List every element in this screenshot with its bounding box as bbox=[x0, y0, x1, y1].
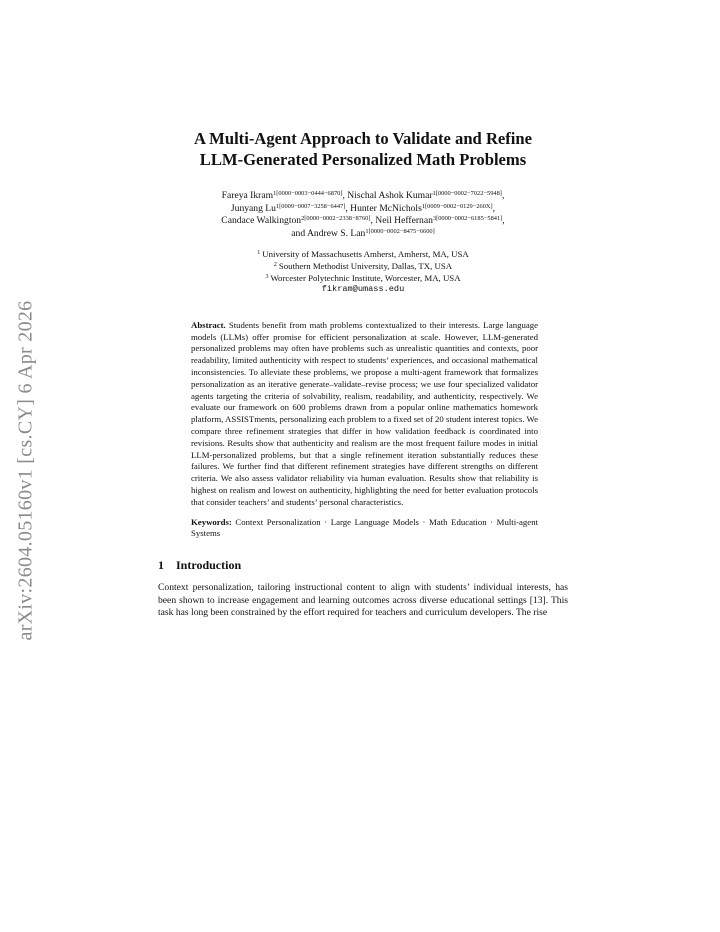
author: Hunter McNichols$^{1[0009-0002-0129-260X]}$, bbox=[350, 202, 496, 214]
contact-email[interactable]: fikram@umass.edu bbox=[321, 284, 405, 295]
paper-page bbox=[158, 128, 568, 629]
affiliation-list bbox=[158, 249, 568, 295]
title-line-2: LLM-Generated Personalized Math Problems bbox=[199, 150, 527, 169]
author: and Andrew S. Lan$^{1[0000-0002-8475-6600]}$ bbox=[291, 227, 435, 239]
author-list bbox=[158, 190, 568, 240]
intro-paragraph: Context personalization, tailoring instructional content to align with students’ individual interests, has been shown to increase engagement and learning outcomes across diverse educational settings [13]. This task has long been constrained by the effort required for teachers and curriculum developers. The rise bbox=[158, 582, 568, 618]
abstract bbox=[191, 320, 538, 509]
author: Nischal Ashok Kumar$^{1[0000-0002-7022-5948]}$, bbox=[347, 190, 505, 201]
author: Junyang $Lu^{1[0009-0007-3258-6447]}$, bbox=[230, 202, 351, 214]
section-heading-introduction bbox=[158, 558, 568, 572]
author: Neil Heffernan$^{3[0000-0002-6185-5841]}$, bbox=[375, 215, 505, 227]
keywords-text: Context Personalization · Large Language Models · Math Education · Multi-agent Systems bbox=[191, 516, 538, 539]
section-number: 1 bbox=[158, 558, 164, 573]
author: Candace Walkington$^{2[0000-0002-2338-8760]}$, bbox=[221, 215, 376, 227]
keywords bbox=[191, 517, 538, 541]
affiliation: $^1$ University of Massachusetts Amherst, Amherst, MA, USA bbox=[257, 249, 469, 260]
author: Fareya Ikram$^{1[0000-0003-0444-6870]}$, bbox=[221, 190, 348, 201]
affiliation: $^3$ Worcester Polytechnic Institute, Worcester, MA, USA bbox=[265, 272, 461, 283]
affiliation: $^2$ Southern Methodist University, Dallas, TX, USA bbox=[273, 260, 453, 271]
arxiv-stamp bbox=[2, 270, 50, 670]
section-title: Introduction bbox=[176, 558, 242, 573]
abstract-label: Abstract. bbox=[191, 319, 226, 330]
arxiv-stamp-text: arXiv:2604.05160v1 [cs.CY] 6 Apr 2026 bbox=[14, 300, 37, 640]
paper-title bbox=[158, 128, 568, 170]
abstract-text: Students benefit from math problems contextualized to their interests. Large language models (LLMs) offer promise for efficient personalization at scale. However, LLM-generated personalized problems may often have problems such as unrealistic quantities and contexts, poor readability, limited authenticity with respect to students’ experiences, and occasional mathematical inconsistencies. To alleviate these problems, we propose a multi-agent framework that formalizes personalization as an iterative generate–validate–revise process; we use four specialized validator agents targeting the criteria of solvability, realism, readability, and authenticity, respectively. We evaluate our framework on 600 problems drawn from a popular online mathematics homework platform, ASSISTments, personalizing each problem to a fixed set of 20 student interest topics. We compare three refinement strategies that differ in how validation feedback is coordinated into revisions. Results show that authenticity and realism are the most frequent failure modes in initial LLM-personalized problems, but that a single refinement iteration substantially reduces these failures. We further find that different refinement strategies have different strengths on different criteria. We also assess validator reliability via human evaluation. Results show that reliability is highest on realism and lowest on authenticity, highlighting the need for better evaluation protocols that consider teachers’ and students’ personal characteristics. bbox=[191, 319, 539, 507]
title-line-1: A Multi-Agent Approach to Validate and Refine bbox=[193, 129, 533, 148]
keywords-label: Keywords: bbox=[191, 516, 232, 527]
